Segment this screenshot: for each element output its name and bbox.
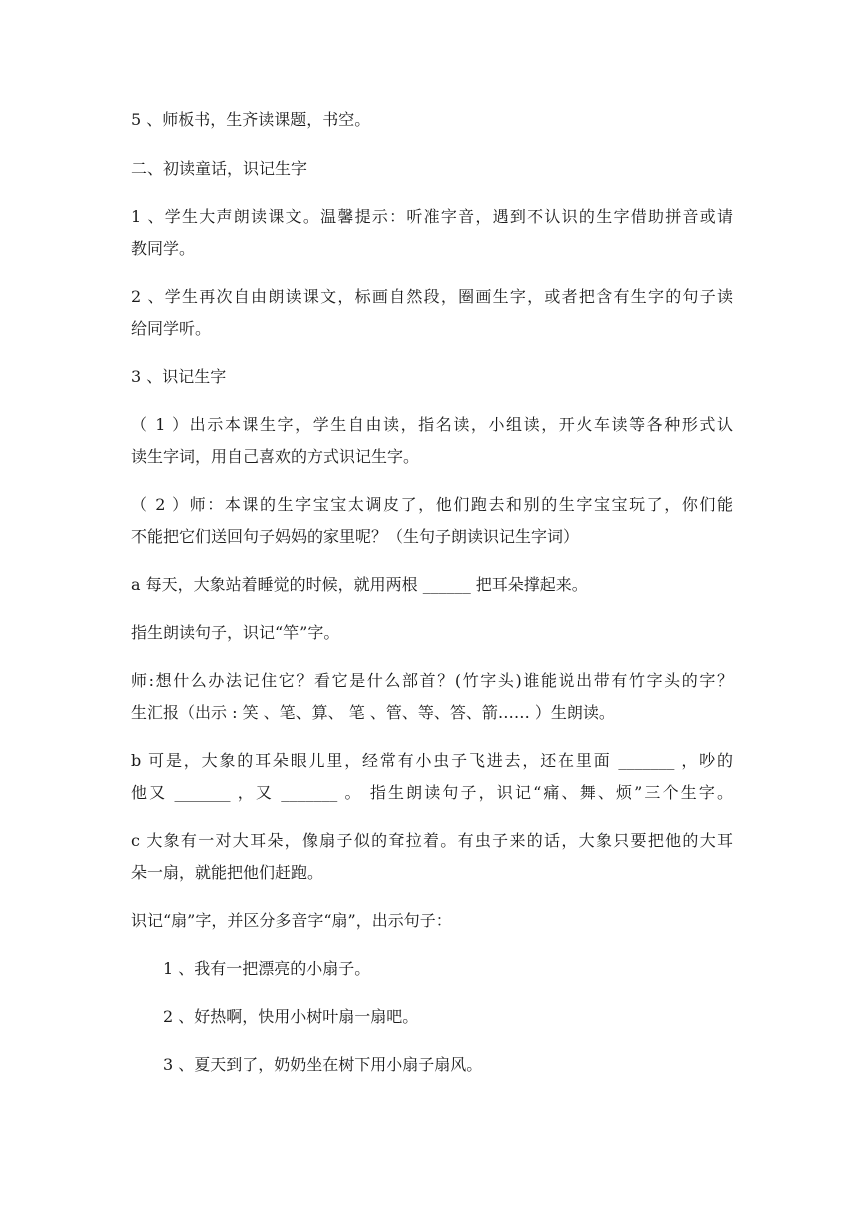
sentence-b-line-1: b 可是，大象的耳朵眼儿里，经常有小虫子飞进去，还在里面 _______ ，吵的 (131, 751, 733, 770)
step-1-line-1: 1 、学生大声朗读课文。温馨提示：听准字音，遇到不认识的生字借助拼音或请 (131, 207, 733, 226)
sentence-c-line-1: c 大象有一对大耳朵，像扇子似的耷拉着。有虫子来的话，大象只要把他的大耳 (131, 831, 733, 850)
step-2-line-1: 2 、学生再次自由朗读课文，标画自然段，圈画生字，或者把含有生字的句子读 (131, 287, 733, 306)
shan-character-note: 识记“扇”字，并区分多音字“扇”，出示句子： (131, 911, 452, 930)
step-5-line: 5 、师板书，生齐读课题，书空。 (131, 110, 371, 129)
example-sentence-3: 3 、夏天到了，奶奶坐在树下用小扇子扇风。 (163, 1055, 483, 1074)
step-2-line-2: 给同学听。 (131, 319, 212, 338)
substep-1-line-1: （ 1 ）出示本课生字，学生自由读，指名读，小组读，开火车读等各种形式认 (131, 415, 733, 434)
teacher-question-line: 师:想什么办法记住它？看它是什么部首？(竹字头)谁能说出带有竹字头的字？ (131, 671, 733, 690)
example-sentence-2: 2 、好热啊，快用小树叶扇一扇吧。 (163, 1007, 419, 1026)
student-report-line: 生汇报（出示 : 笑 、笔、算、 笔 、管、等、答、箭…… ）生朗读。 (131, 703, 615, 722)
sentence-c-line-2: 朵一扇，就能把他们赶跑。 (131, 863, 324, 882)
step-1-line-2: 教同学。 (131, 239, 196, 258)
substep-1-line-2: 读生字词，用自己喜欢的方式识记生字。 (131, 447, 420, 466)
step-3-heading: 3 、识记生字 (131, 367, 227, 386)
substep-2-line-1: （ 2 ）师：本课的生字宝宝太调皮了，他们跑去和别的生字宝宝玩了，你们能 (131, 495, 733, 514)
section-heading: 二、初读童话，识记生字 (131, 159, 308, 178)
example-sentence-1: 1 、我有一把漂亮的小扇子。 (163, 959, 371, 978)
sentence-a: a 每天，大象站着睡觉的时候，就用两根 ______ 把耳朵撑起来。 (131, 575, 588, 594)
substep-2-line-2: 不能把它们送回句子妈妈的家里呢？（生句子朗读识记生字词） (131, 527, 580, 546)
sentence-a-note: 指生朗读句子，识记“竿”字。 (131, 623, 340, 642)
sentence-b-line-2: 他又 _______ ，又 _______ 。 指生朗读句子，识记“痛、舞、烦”三个生字。 (131, 783, 733, 802)
